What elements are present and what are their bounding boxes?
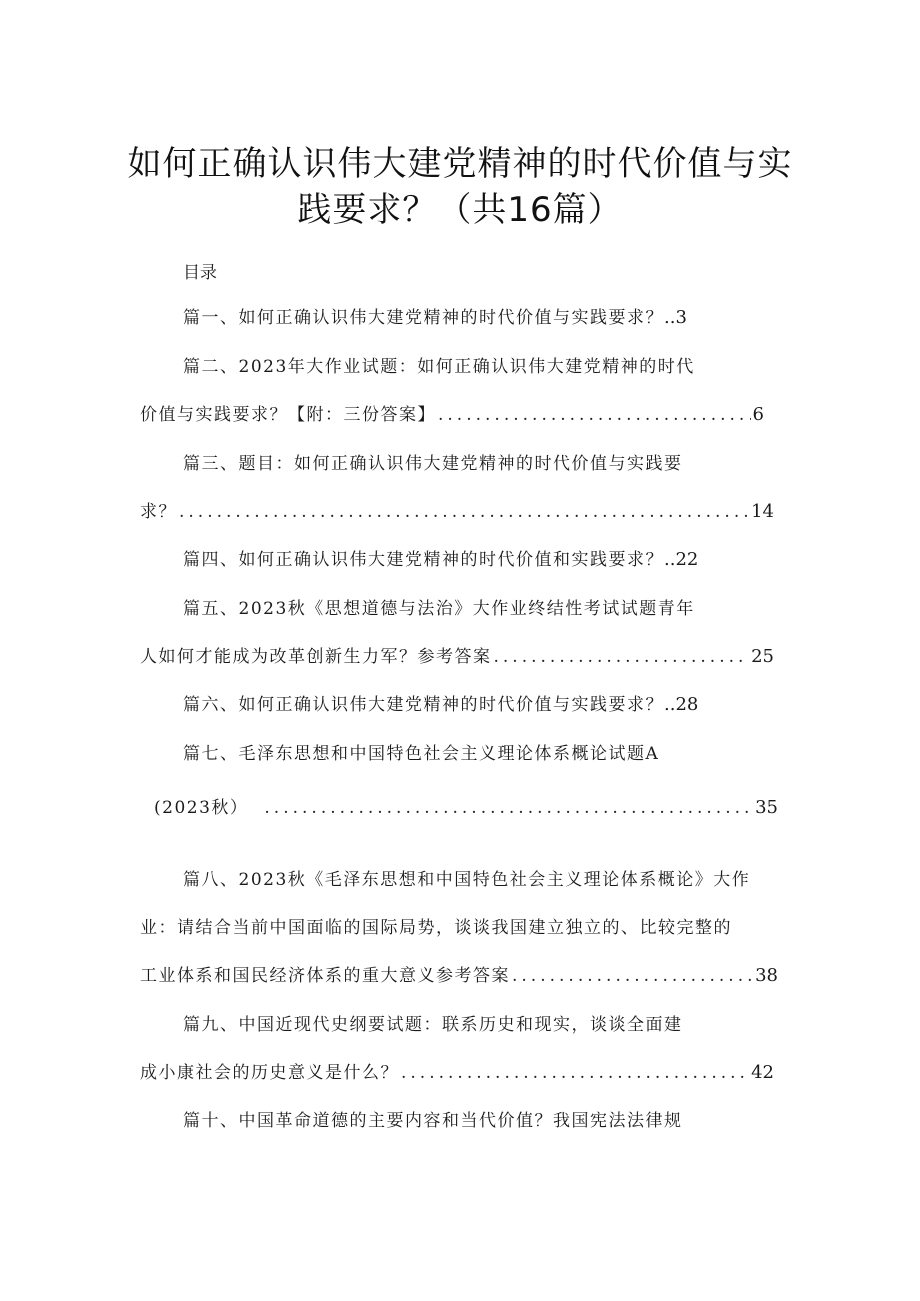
document-title-line-1: 如何正确认识伟大建党精神的时代价值与实: [127, 144, 793, 184]
toc-heading: 目录: [183, 263, 217, 283]
toc-entry-8[interactable]: [140, 964, 778, 988]
toc-entry-10-line-1[interactable]: 篇十、中国革命道德的主要内容和当代价值？我国宪法法律规: [183, 1111, 683, 1131]
toc-entry-text: (2023秋）: [154, 798, 249, 818]
toc-entry-3-line-1[interactable]: 篇三、题目：如何正确认识伟大建党精神的时代价值与实践要: [183, 454, 683, 474]
toc-entry-8-line-1[interactable]: 篇八、2023秋《毛泽东思想和中国特色社会主义理论体系概论》大作: [183, 870, 751, 890]
toc-entry-page: 38: [755, 965, 778, 986]
toc-entry-page: 42: [751, 1062, 774, 1083]
toc-entry-text: 求？: [140, 502, 177, 522]
toc-entry-text: 工业体系和国民经济体系的重大意义参考答案: [140, 966, 510, 986]
toc-entry-leader: ..: [664, 694, 676, 715]
toc-entry-7[interactable]: [154, 796, 778, 820]
toc-entry-text: 人如何才能成为改革创新生力军？参考答案: [140, 647, 492, 667]
toc-entry-text: 价值与实践要求？【附：三份答案】: [140, 405, 436, 425]
toc-entry-5-line-1[interactable]: 篇五、2023秋《思想道德与法治》大作业终结性考试试题青年: [183, 599, 695, 619]
toc-entry-7-line-1[interactable]: 篇七、毛泽东思想和中国特色社会主义理论体系概论试题A: [183, 744, 660, 764]
toc-entry-page: 22: [675, 549, 699, 570]
toc-entry-8-line-2[interactable]: 业：请结合当前中国面临的国际局势，谈谈我国建立独立的、比较完整的: [140, 918, 732, 938]
toc-entry-9-line-1[interactable]: 篇九、中国近现代史纲要试题：联系历史和现实，谈谈全面建: [183, 1015, 683, 1035]
toc-entry-leader: ..: [664, 549, 676, 570]
toc-dot-leader: [512, 964, 753, 988]
toc-entry-text: 篇一、如何正确认识伟大建党精神的时代价值与实践要求？: [183, 308, 664, 328]
toc-dot-leader: [438, 403, 751, 427]
toc-entry-page: 6: [752, 404, 764, 425]
toc-entry-page: 35: [755, 797, 778, 818]
toc-entry-page: 14: [751, 501, 774, 522]
toc-entry-5[interactable]: [140, 645, 774, 669]
document-title-line-2: 践要求？（共16篇）: [297, 190, 623, 230]
toc-entry-2-line-1[interactable]: 篇二、2023年大作业试题：如何正确认识伟大建党精神的时代: [183, 357, 695, 377]
toc-entry-1[interactable]: [183, 306, 687, 330]
toc-entry-text: 篇四、如何正确认识伟大建党精神的时代价值和实践要求？: [183, 550, 664, 570]
toc-entry-3[interactable]: [140, 500, 774, 524]
toc-entry-page: 28: [675, 694, 699, 715]
toc-entry-9[interactable]: [140, 1061, 774, 1085]
toc-dot-leader: [179, 500, 749, 524]
toc-entry-page: 25: [751, 646, 774, 667]
toc-entry-leader: ..: [664, 307, 676, 328]
toc-dot-leader: [401, 1061, 749, 1085]
toc-entry-4[interactable]: [183, 548, 698, 572]
toc-dot-leader: [494, 645, 750, 669]
toc-entry-text: 成小康社会的历史意义是什么？: [140, 1063, 399, 1083]
toc-entry-6[interactable]: [183, 693, 698, 717]
toc-dot-leader: [264, 796, 753, 820]
toc-entry-text: 篇六、如何正确认识伟大建党精神的时代价值与实践要求？: [183, 695, 664, 715]
toc-entry-page: 3: [675, 307, 687, 328]
toc-entry-2[interactable]: [140, 403, 764, 427]
